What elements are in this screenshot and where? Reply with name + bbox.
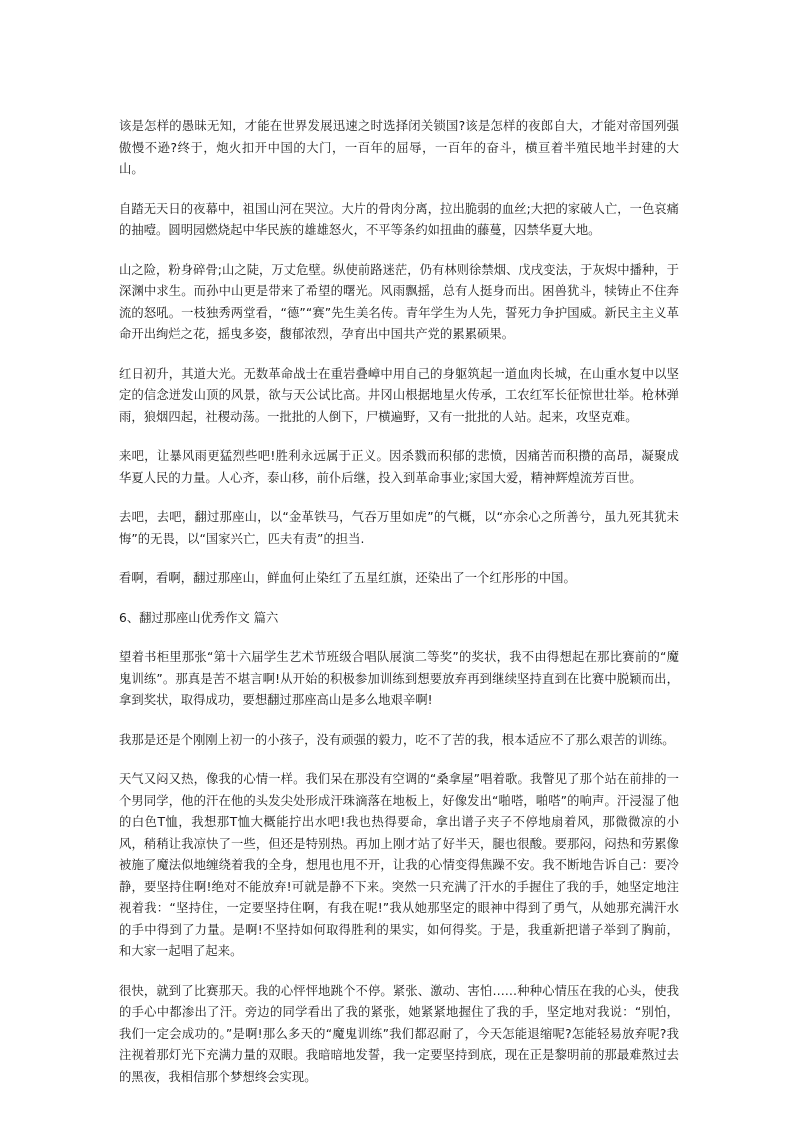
- paragraph: 来吧，让暴风雨更猛烈些吧!胜利永远属于正义。因杀戮而积郁的悲愤，因痛苦而积攒的高昂，凝聚成华夏人民的力量。人心齐，泰山移，前仆后继，投入到革命事业;家国大爱，精神辉煌流芳百世。: [119, 449, 679, 485]
- section-heading: 6、翻过那座山优秀作文 篇六: [119, 610, 279, 625]
- document-page: [119, 116, 679, 1088]
- paragraph: 该是怎样的愚昧无知，才能在世界发展迅速之时选择闭关锁国?该是怎样的夜郎自大，才能对帝国列强傲慢不逊?终于，炮火扣开中国的大门，一百年的屈辱，一百年的奋斗，横亘着半殖民地半封建的大山。: [119, 119, 679, 176]
- paragraph: 天气又闷又热，像我的心情一样。我们呆在那没有空调的“桑拿屋”唱着歌。我瞥见了那个站在前排的一个男同学，他的汗在他的头发尖处形成汗珠滴落在地板上，好像发出“啪嗒，啪嗒”的响声。汗浸湿了他的白色T恤，我想那T恤大概能拧出水吧!我也热得要命，拿出谱子夹子不停地扇着风，那微微凉的小风，稍稍让我凉快了一些，但还是特别热。再加上刚才站了好半天，腿也很酸。要那闷，闷热和劳累像被施了魔法似地缠绕着我的全身，想甩也甩不开，让我的心情变得焦躁不安。我不断地告诉自己：要冷静，要坚持住啊!绝对不能放弃!可就是静不下来。突然一只充满了汗水的手握住了我的手，她坚定地注视着我：“坚持住，一定要坚持住啊，有我在呢!”我从她那坚定的眼神中得到了勇气，从她那充满汗水的手中得到了力量。是啊!不坚持如何取得胜利的果实，如何得奖。于是，我重新把谱子举到了胸前，和大家一起唱了起来。: [119, 772, 679, 958]
- paragraph: 去吧，去吧，翻过那座山，以“金革铁马，气吞万里如虎”的气概，以“亦余心之所善兮，虽九死其犹未悔”的无畏，以“国家兴亡，匹夫有责”的担当.: [119, 510, 679, 546]
- paragraph: 自踏无天日的夜幕中，祖国山河在哭泣。大片的骨肉分离，拉出脆弱的血丝;大把的家破人亡，一色哀痛的抽噎。圆明园燃烧起中华民族的雄雄怒火，不平等条约如扭曲的藤蔓，囚禁华夏大地。: [119, 201, 679, 237]
- paragraph: 望着书柜里那张“第十六届学生艺术节班级合唱队展演二等奖”的奖状，我不由得想起在那比赛前的“魔鬼训练”。那真是苦不堪言啊!从开始的积极参加训练到想要放弃再到继续坚持直到在比赛中脱颖而出，拿到奖状，取得成功，要想翻过那座高山是多么地艰辛啊!: [119, 650, 679, 707]
- paragraph: 我那是还是个刚刚上初一的小孩子，没有顽强的毅力，吃不了苦的我，根本适应不了那么艰苦的训练。: [119, 732, 675, 747]
- paragraph: 很快，就到了比赛那天。我的心怦怦地跳个不停。紧张、激动、害怕……种种心情压在我的心头，使我的手心中都渗出了汗。旁边的同学看出了我的紧张，她紧紧地握住了我的手，坚定地对我说：“别怕，我们一定会成功的。”是啊!那么多天的“魔鬼训练”我们都忍耐了，今天怎能退缩呢?怎能轻易放弃呢?我注视着那灯光下充满力量的双眼。我暗暗地发誓，我一定要坚持到底，现在正是黎明前的那最难熬过去的黑夜，我相信那个梦想终会实现。: [119, 983, 679, 1084]
- paragraph: 红日初升，其道大光。无数革命战士在重岩叠嶂中用自己的身躯筑起一道血肉长城，在山重水复中以坚定的信念迸发山顶的风景，欲与天公试比高。井冈山根据地星火传承，工农红军长征惊世壮举。枪林弹雨，狼烟四起，社稷动荡。一批批的人倒下，尸横遍野，又有一批批的人站。起来，攻坚克难。: [119, 366, 679, 424]
- paragraph: 看啊，看啊，翻过那座山，鲜血何止染红了五星红旗，还染出了一个红彤彤的中国。: [119, 571, 576, 585]
- paragraph: 山之险，粉身碎骨;山之陡，万丈危壁。纵使前路迷茫，仍有林则徐禁烟、戊戌变法，于灰烬中播种，于深渊中求生。而孙中山更是带来了希望的曙光。风雨飘摇，总有人挺身而出。困兽犹斗，犊铸止不住奔流的怒吼。一枝独秀两堂看，“德”“赛”先生美名传。青年学生为人先，誓死力争护国威。新民主主义革命开出绚烂之花，摇曳多姿，馥郁浓烈，孕育出中国共产党的累累硕果。: [119, 262, 679, 341]
